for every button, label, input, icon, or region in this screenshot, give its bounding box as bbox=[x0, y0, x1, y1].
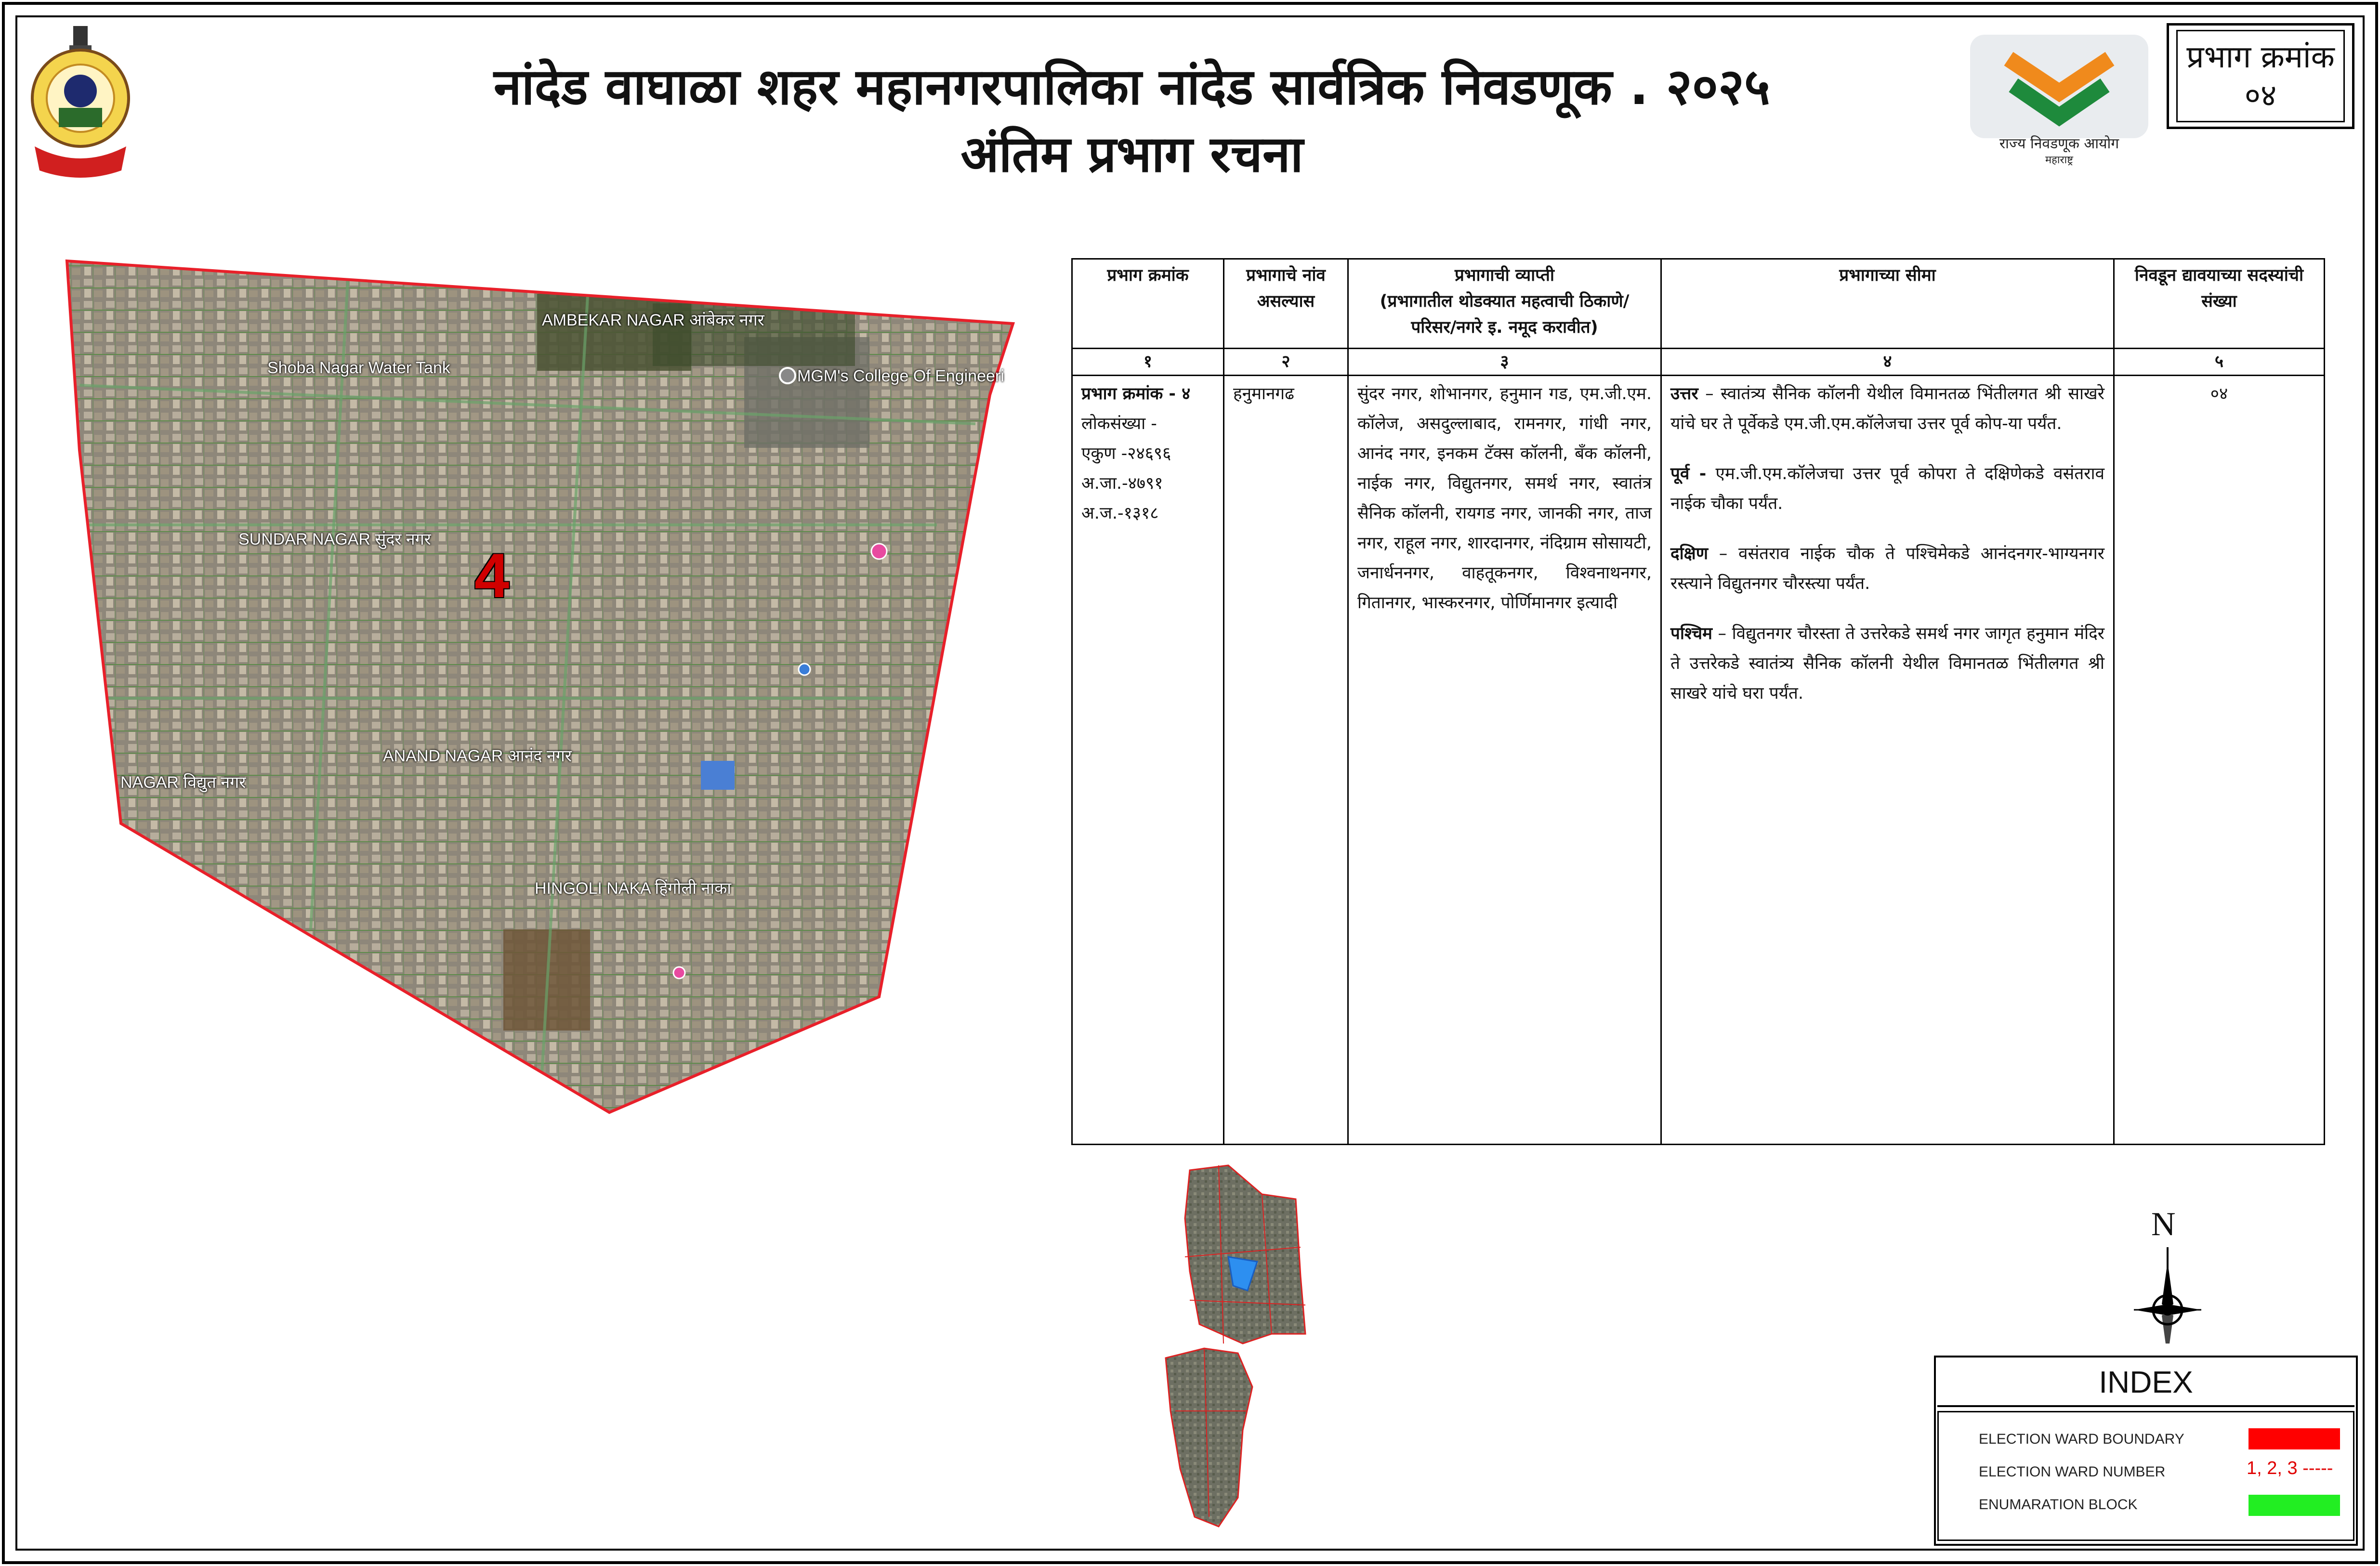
ward-title: प्रभाग क्रमांक - ४ bbox=[1081, 384, 1191, 404]
north-label: N bbox=[2151, 1206, 2176, 1243]
municipal-logo bbox=[25, 26, 136, 180]
column-number-row bbox=[1072, 349, 2325, 376]
north-arrow-icon bbox=[2119, 1214, 2216, 1344]
ward-info-cell bbox=[1072, 376, 1224, 1145]
ward-name-cell: हनुमानगढ bbox=[1224, 376, 1348, 1145]
ward-boundaries-cell bbox=[1661, 376, 2114, 1145]
legend-label: ELECTION WARD BOUNDARY bbox=[1979, 1431, 2184, 1447]
column-header: प्रभागाचे नांव असल्यास bbox=[1224, 259, 1348, 349]
key-map[interactable] bbox=[1146, 1161, 1373, 1531]
ward-number-value: ०४ bbox=[2244, 78, 2277, 114]
boundary-north: उत्तर – स्वातंत्र्य सैनिक कॉलनी येथील विमानतळ भिंतीलगत श्री साखरे यांचे घर ते पूर्वेकडे एम.जी.एम.कॉलेजचा उत्तर पूर्व कोप-या पर्यंत. bbox=[1670, 384, 2104, 433]
column-number: ४ bbox=[1661, 349, 2114, 376]
place-label: HINGOLI NAKA हिंगोली नाका bbox=[535, 879, 732, 898]
index-title: INDEX bbox=[1937, 1359, 2354, 1407]
place-label: NAGAR विद्युत नगर bbox=[120, 773, 246, 792]
place-label: AMBEKAR NAGAR आंबेकर नगर bbox=[542, 311, 764, 329]
main-title: नांदेड वाघाळा शहर महानगरपालिका नांदेड सार्वत्रिक निवडणूक . २०२५ bbox=[493, 57, 1771, 116]
legend-label: ENUMARATION BLOCK bbox=[1979, 1497, 2138, 1513]
place-label: MGM's College Of Engineeri bbox=[797, 367, 1004, 385]
column-number: ३ bbox=[1348, 349, 1661, 376]
election-commission-logo bbox=[1970, 35, 2148, 138]
population-total: एकुण -२४६९६ bbox=[1081, 444, 1171, 463]
boundary-east: पूर्व - एम.जी.एम.कॉलेजचा उत्तर पूर्व कोपरा ते दक्षिणेकडे वसंतराव नाईक चौका पर्यंत. bbox=[1670, 464, 2104, 513]
column-header: प्रभाग क्रमांक bbox=[1072, 259, 1224, 349]
st-population: अ.ज.-१३१८ bbox=[1081, 504, 1159, 523]
members-count-cell: ०४ bbox=[2114, 376, 2325, 1145]
ward-description-table bbox=[1071, 258, 2325, 1145]
table-header-row bbox=[1072, 259, 2325, 349]
ward-map[interactable] bbox=[60, 255, 1024, 1122]
boundary-south: दक्षिण – वसंतराव नाईक चौक ते पश्चिमेकडे आनंदनगर-भाग्यनगर रस्त्याने विद्युतनगर चौरस्त्या पर्यंत. bbox=[1670, 544, 2104, 593]
sub-title: अंतिम प्रभाग रचना bbox=[960, 125, 1303, 183]
map-ward-number: 4 bbox=[474, 540, 510, 611]
table-row bbox=[1072, 376, 2325, 1145]
population-label: लोकसंख्या - bbox=[1081, 414, 1157, 433]
legend-swatch-block bbox=[2249, 1495, 2340, 1516]
legend-label: ELECTION WARD NUMBER bbox=[1979, 1464, 2166, 1480]
title-block bbox=[337, 53, 1927, 188]
place-label: SUNDAR NAGAR सुंदर नगर bbox=[238, 530, 431, 548]
ward-extent-cell: सुंदर नगर, शोभानगर, हनुमान गड, एम.जी.एम. कॉलेज, असदुल्लाबाद, रामनगर, गांधी नगर, आनंद नगर, इनकम टॅक्स कॉलनी, बँक कॉलनी, नाईक नगर, विद्युतनगर, समर्थ नगर, स्वातंत्र सैनिक कॉलनी, रायगड नगर, जानकी नगर, ताज नगर, राहूल नगर, शारदानगर, नंदिग्राम सोसायटी, जनार्धननगर, वाहतूकनगर, विश्वनाथनगर, गितानगर, भास्करनगर, पोर्णिमानगर इत्यादी bbox=[1348, 376, 1661, 1145]
column-header: प्रभागाच्या सीमा bbox=[1661, 259, 2114, 349]
legend-swatch-boundary bbox=[2249, 1428, 2340, 1449]
boundary-west: पश्चिम – विद्युतनगर चौरस्ता ते उत्तरेकडे समर्थ नगर जागृत हनुमान मंदिर ते उत्तरेकडे स्वातंत्र्य सैनिक कॉलनी येथील विमानतळ भिंतीलगत श्री साखरे यांचे घरा पर्यंत. bbox=[1670, 624, 2104, 703]
ward-number-box-inner bbox=[2176, 30, 2345, 122]
place-label: ANAND NAGAR आनंद नगर bbox=[383, 747, 572, 765]
sc-population: अ.जा.-४७९१ bbox=[1081, 474, 1163, 493]
ward-number-label: प्रभाग क्रमांक bbox=[2186, 39, 2335, 75]
column-number: २ bbox=[1224, 349, 1348, 376]
legend-sample-ward-number: 1, 2, 3 ----- bbox=[2247, 1458, 2333, 1478]
election-commission-caption: राज्य निवडणूक आयोग महाराष्ट्र bbox=[1999, 135, 2119, 166]
column-header: निवडून द्यावयाच्या सदस्यांची संख्या bbox=[2114, 259, 2325, 349]
column-number: १ bbox=[1072, 349, 1224, 376]
column-header: प्रभागाची व्याप्ती (प्रभागातील थोडक्यात महत्वाची ठिकाणे/ परिसर/नगरे इ. नमूद करावीत) bbox=[1348, 259, 1661, 349]
place-label: Shoba Nagar Water Tank bbox=[267, 359, 450, 377]
column-number: ५ bbox=[2114, 349, 2325, 376]
